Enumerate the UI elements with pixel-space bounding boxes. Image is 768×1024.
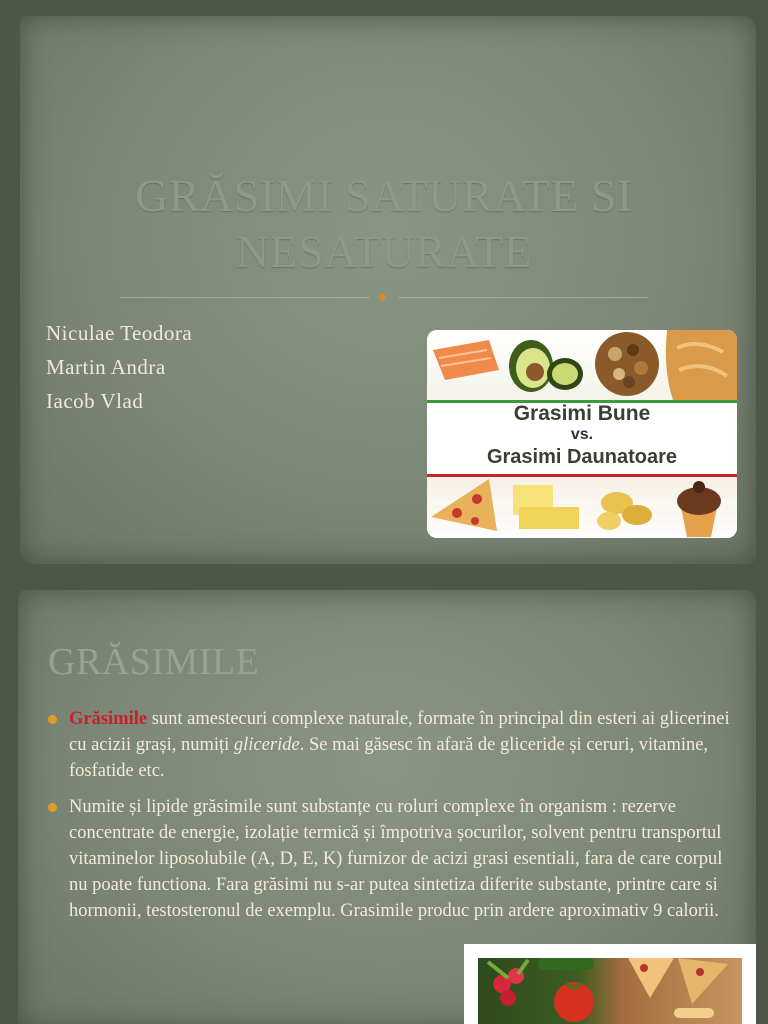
vegetables-photo (464, 944, 756, 1024)
divider-dot (379, 294, 386, 301)
bullet-list (48, 706, 738, 934)
content-slide (0, 578, 768, 1024)
pizza-icon (431, 479, 497, 531)
vegetables-photo-art (478, 958, 742, 1024)
slide-heading: GRĂSIMILE (48, 641, 260, 683)
bullet-dot-icon (48, 715, 57, 724)
bad-foods-icons (427, 477, 737, 538)
good-foods-icons (427, 330, 737, 400)
bullet-text: sunt amestecuri complexe naturale, formate în principal din esteri ai glicerinei cu acizii grași, numiți (69, 709, 730, 755)
bad-fats-label: Grasimi Daunatoare (486, 446, 678, 468)
highlighted-term: Grăsimile (69, 709, 148, 729)
bullet-text: Numite și lipide grăsimile sunt substanțe cu roluri complexe în organism : rezerve concentrate de energie, izolație termică și împotriva șocurilor, solvent pentru transportul vitaminelor liposolubile (A, D, E, K) furnizor de acizi grasi esentiali, fara de care corpul nu poate functiona. Fara grăsimi nu s-ar putea sintetiza diferite substante, printre care si hormonii, testosteronul de exemplu. Grasimile produc prin ardere aproximativ 9 calorii. (69, 797, 723, 921)
author-name: Martin Andra (46, 355, 166, 379)
bad-foods-band (427, 474, 737, 538)
salmon-icon (433, 340, 499, 380)
italic-term: gliceride (233, 735, 300, 755)
bullet-item (48, 794, 738, 924)
vs-label: vs. (570, 426, 594, 443)
bullet-item (48, 706, 738, 784)
good-fats-label: Grasimi Bune (513, 402, 651, 425)
title-divider (120, 296, 648, 300)
good-vs-bad-fats-image (427, 330, 737, 538)
pizza-slice-icon (628, 958, 674, 998)
bullet-dot-icon (48, 803, 57, 812)
author-list (46, 316, 192, 418)
cucumber-icon (538, 958, 594, 970)
author-name: Iacob Vlad (46, 389, 144, 413)
bullet-text: . Se mai găsesc în afară de gliceride și ceruri, vitamine, fosfatide etc. (69, 735, 709, 781)
good-foods-band (427, 330, 737, 403)
author-name: Niculae Teodora (46, 321, 193, 345)
slide-title: GRĂSIMI SATURATE SI NESATURATE (135, 170, 633, 277)
